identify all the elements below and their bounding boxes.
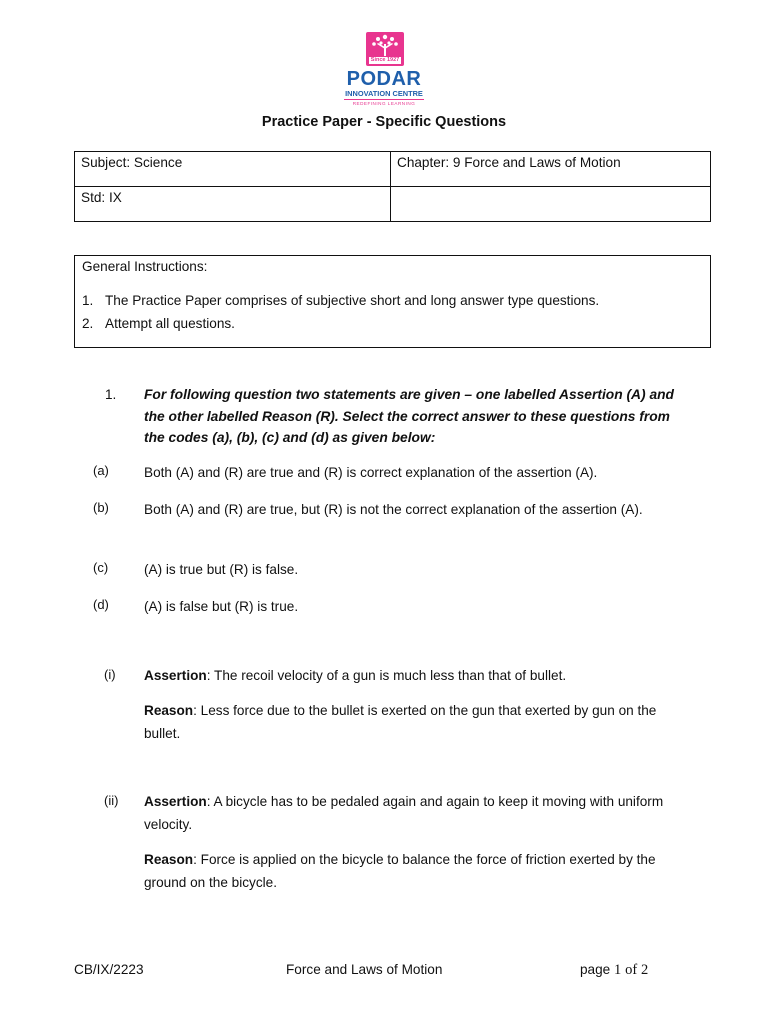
- logo-tagline: REDEFINING LEARNING: [352, 101, 416, 106]
- logo-brand: PODAR: [346, 68, 422, 90]
- option-label: (d): [93, 597, 109, 612]
- option-label: (c): [93, 560, 109, 575]
- subject-cell: Subject: Science: [75, 152, 391, 187]
- std-cell: Std: IX: [75, 187, 391, 222]
- podar-logo: [338, 28, 430, 112]
- assertion-text: Assertion: The recoil velocity of a gun is much less than that of bullet.: [144, 668, 567, 683]
- logo-subtitle: INNOVATION CENTRE: [345, 89, 423, 98]
- option-text: Both (A) and (R) are true, but (R) is not the correct explanation of the assertion (A).: [144, 502, 643, 517]
- option-label: (b): [93, 500, 109, 515]
- instructions-heading: General Instructions:: [82, 259, 208, 274]
- assertion-text: Assertion: A bicycle has to be pedaled again and again to keep it moving with uniform velocity.: [144, 794, 664, 832]
- instruction-item: 2. Attempt all questions.: [82, 316, 235, 331]
- empty-cell: [391, 187, 711, 222]
- since-label: Since 1927: [370, 57, 400, 63]
- footer-code: CB/IX/2223: [74, 962, 144, 977]
- logo-divider: [344, 99, 424, 100]
- footer-page-number: page 1 of 2: [580, 962, 649, 978]
- option-text: Both (A) and (R) are true and (R) is correct explanation of the assertion (A).: [144, 465, 598, 480]
- tree-emblem-icon: [366, 32, 404, 66]
- footer-chapter: Force and Laws of Motion: [286, 962, 443, 977]
- reason-text: Reason: Force is applied on the bicycle to balance the force of friction exerted by the ground on the bicycle.: [144, 852, 656, 890]
- question-text: For following question two statements are given – one labelled Assertion (A) and the other labelled Reason (R). Select the correct answer to these questions from the codes (a), (b), (c) and (d) as given below:: [144, 387, 674, 445]
- reason-text: Reason: Less force due to the bullet is exerted on the gun that exerted by gun on the bullet.: [144, 703, 657, 741]
- general-instructions-box: [74, 255, 711, 348]
- option-text: (A) is false but (R) is true.: [144, 599, 299, 614]
- chapter-cell: Chapter: 9 Force and Laws of Motion: [391, 152, 711, 187]
- sub-question-label: (ii): [104, 793, 119, 808]
- option-text: (A) is true but (R) is false.: [144, 562, 299, 577]
- option-label: (a): [93, 463, 109, 478]
- info-table: [74, 151, 711, 222]
- page-title: Practice Paper - Specific Questions: [261, 114, 507, 130]
- question-number: 1.: [105, 387, 117, 402]
- instruction-item: 1. The Practice Paper comprises of subjective short and long answer type questions.: [82, 293, 600, 308]
- sub-question-label: (i): [104, 667, 116, 682]
